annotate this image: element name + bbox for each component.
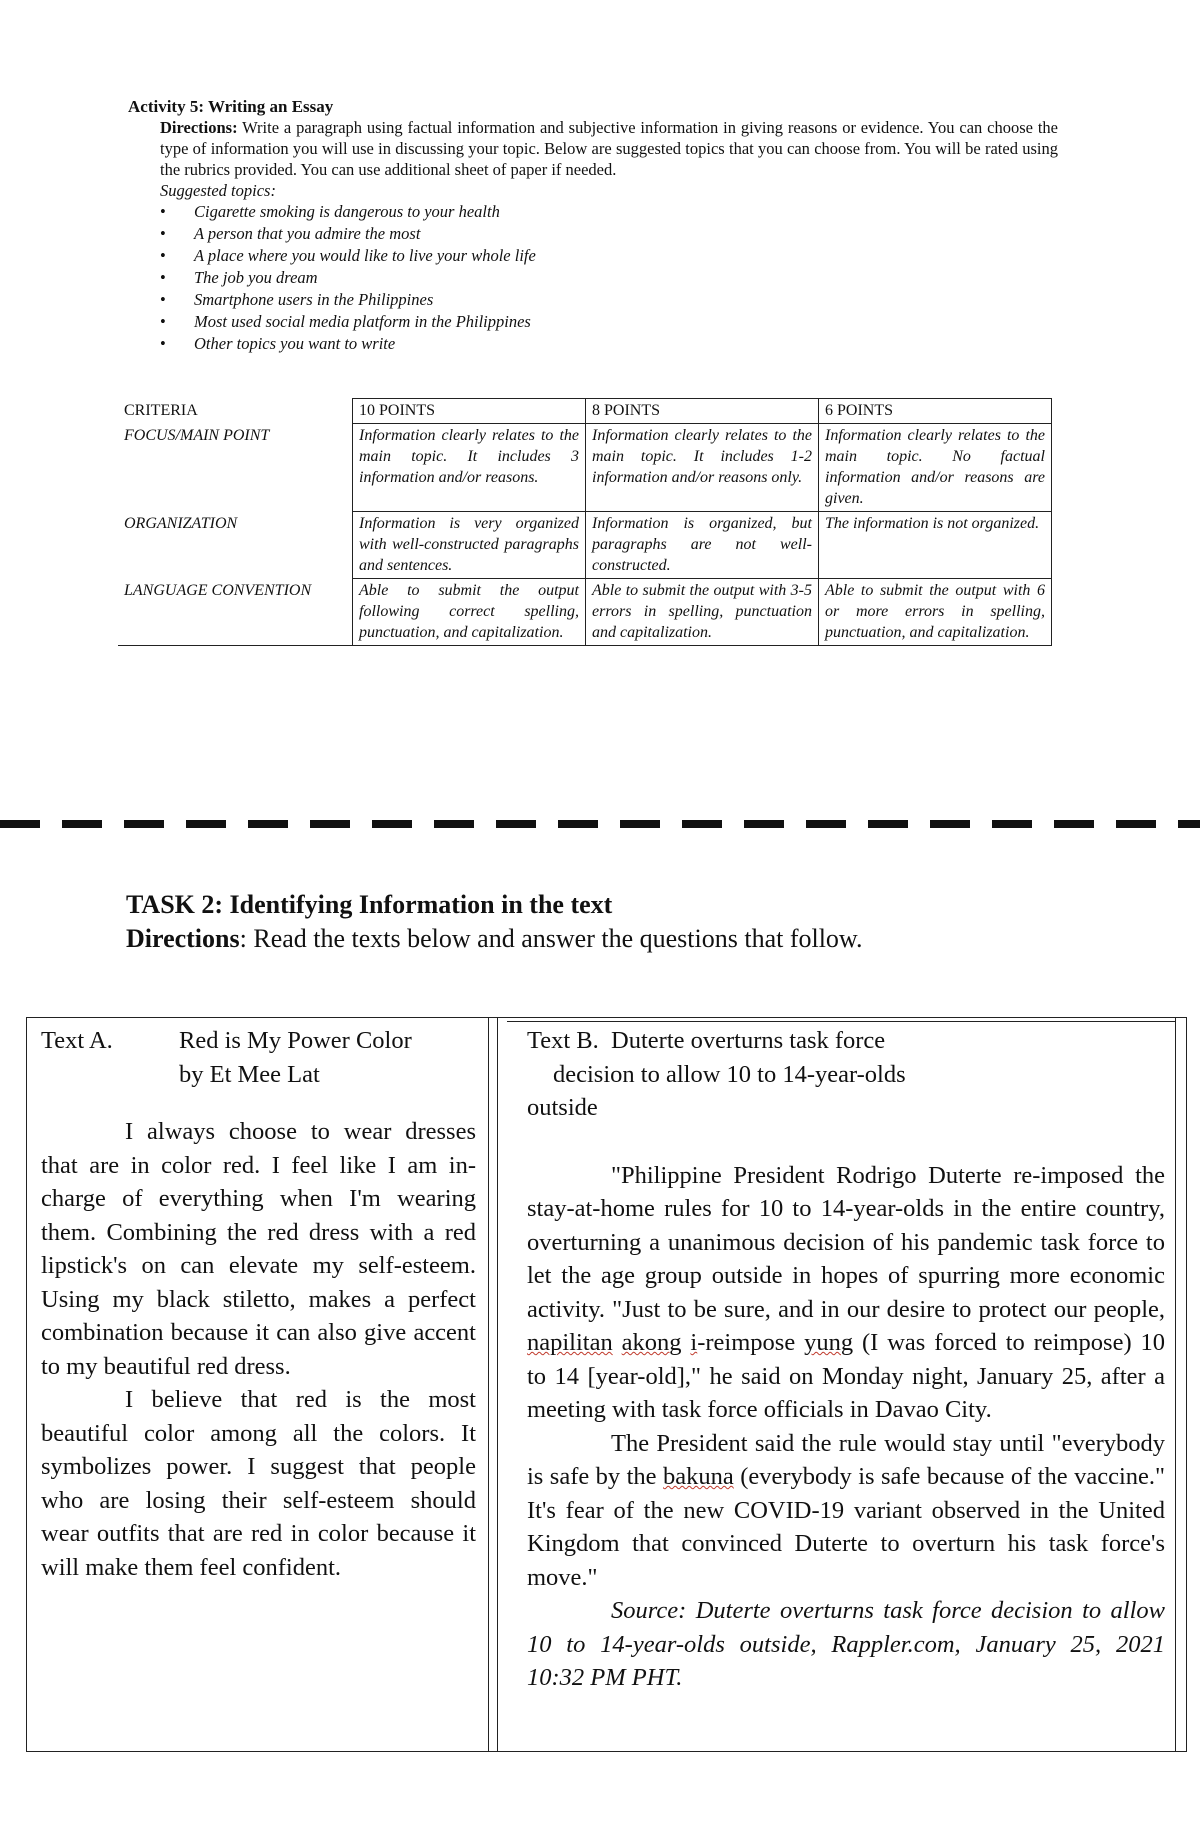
text-b-heading [527,1024,1165,1125]
rubric-header-row [118,399,1052,424]
text-b-title-line2: decision to allow 10 to 14-year-olds [553,1060,906,1088]
task2-title: TASK 2: Identifying Information in the text [126,890,613,919]
rubric-criteria: ORGANIZATION [124,514,238,532]
topic-item: • Most used social media platform in the Philippines [160,311,1058,333]
text-b-p1-a: "Philippine President Rodrigo Duterte re-imposed the stay-at-home rules for 10 to 14-year-olds in the entire country, overturning a unanimous decision of his pandemic task force to let the age group outside in hopes of spurring more economic activity. "Just to be sure, and in our desire to protect our people, [527,1161,1165,1323]
topic-item: • Smartphone users in the Philippines [160,289,1058,311]
text-a-heading [41,1024,476,1058]
task2-directions-label: Directions [126,924,240,953]
topic-item: • Cigarette smoking is dangerous to your health [160,201,1058,223]
text-a-paragraph: I believe that red is the most beautiful color among all the colors. It symbolizes power. I suggest that people who are losing their self-esteem should wear outfits that are red in color because it will make them feel confident. [41,1386,476,1581]
rubric-cell: The information is not organized. [819,512,1052,579]
text-b-p1-mid: -reimpose [697,1329,805,1356]
rubric-cell: Able to submit the output with 6 or more errors in spelling, punctuation, and capitalization. [819,579,1052,646]
text-a-paragraph: I always choose to wear dresses that are in color red. I feel like I am in-charge of everything when I'm wearing them. Combining the red dress with a red lipstick's on can elevate my self-esteem. Using my black stiletto, makes a perfect combination because it can also give accent to my beautiful red dress. [41,1118,476,1380]
rubric-table [118,398,1052,646]
topic-list [128,201,1058,355]
task2-directions [126,922,1126,956]
text-b-p1-b: (I was forced to reimpose) 10 to 14 [year-old]," he said on Monday night, January 25, after a meeting with task force officials in Davao City. [527,1329,1166,1423]
rubric-cell: Information clearly relates to the main topic. It includes 1-2 information and/or reasons only. [586,424,819,512]
misspelled-word: yung [804,1329,854,1356]
rubric-row [118,424,1052,512]
text-b-p2-a: The President said the rule would stay until "everybody is safe by the [527,1429,1165,1490]
misspelled-word: i [690,1329,698,1356]
text-b-paragraph [527,1427,1165,1595]
suggested-topics-label: Suggested topics: [160,181,276,200]
topic-item: • A person that you admire the most [160,223,1058,245]
column-divider [497,1018,498,1751]
rubric-criteria: LANGUAGE CONVENTION [118,579,353,646]
text-b-source: Source: Duterte overturns task force decision to allow 10 to 14-year-olds outside, Rappler.com, January 25, 2021 10:32 PM PHT. [527,1597,1165,1691]
text-b-label: Text B. [527,1027,599,1054]
topic-item: • A place where you would like to live your whole life [160,245,1058,267]
text-a-byline: by Et Mee Lat [179,1060,320,1088]
rubric-row [118,579,1052,646]
topic-item: • Other topics you want to write [160,333,1058,355]
activity-title: Activity 5: Writing an Essay [128,97,334,116]
text-b-right-border [1175,1018,1176,1751]
task2-directions-text: : Read the texts below and answer the questions that follow. [239,924,863,953]
rubric-cell: Information clearly relates to the main topic. It includes 3 information and/or reasons. [353,424,586,512]
dashed-separator [0,820,1200,828]
misspelled-word: akong [621,1329,682,1356]
rubric-cell: Able to submit the output with 3-5 errors in spelling, punctuation and capitalization. [586,579,819,646]
task2-section [126,888,1126,956]
rubric-cell: Able to submit the output following correct spelling, punctuation, and capitalization. [353,579,586,646]
text-b-title-line1: Duterte overturns task force [611,1027,886,1054]
directions-label: Directions: [160,118,238,137]
rubric-row [118,512,1052,579]
text-a-column [27,1018,489,1751]
text-b-p2-b: (everybody is safe because of the vaccine." It's fear of the new COVID-19 variant observed in the United Kingdom that convinced Duterte to overturn his task force's move." [527,1463,1166,1591]
rubric-header-cell: 6 POINTS [819,399,1052,424]
rubric-header-cell: 8 POINTS [586,399,819,424]
directions-text: Write a paragraph using factual information and subjective information in giving reasons or evidence. You can choose the type of information you will use in discussing your topic. Below are suggested topics that you can choose from. You will be rated using the rubrics provided. You can use additional sheet of paper if needed. [160,118,1058,179]
activity-directions [160,117,1058,180]
rubric-header-cell: 10 POINTS [353,399,586,424]
texts-table [26,1017,1187,1752]
rubric-cell: Information is organized, but paragraphs are not well-constructed. [586,512,819,579]
activity-section [128,96,1058,355]
misspelled-word: bakuna [663,1463,734,1490]
text-a-label: Text A. [41,1027,113,1054]
rubric-criteria: FOCUS/MAIN POINT [124,426,270,444]
text-b-title-line3: outside [527,1094,598,1121]
rubric-header-cell: CRITERIA [124,401,198,419]
topic-item: • The job you dream [160,267,1058,289]
text-a-title: Red is My Power Color [179,1027,412,1054]
text-b-column [507,1018,1177,1751]
rubric-cell: Information is very organized with well-constructed paragraphs and sentences. [353,512,586,579]
misspelled-word: napilitan [527,1329,613,1356]
rubric-cell: Information clearly relates to the main topic. No factual information and/or reasons are given. [819,424,1052,512]
text-b-paragraph [527,1159,1165,1427]
